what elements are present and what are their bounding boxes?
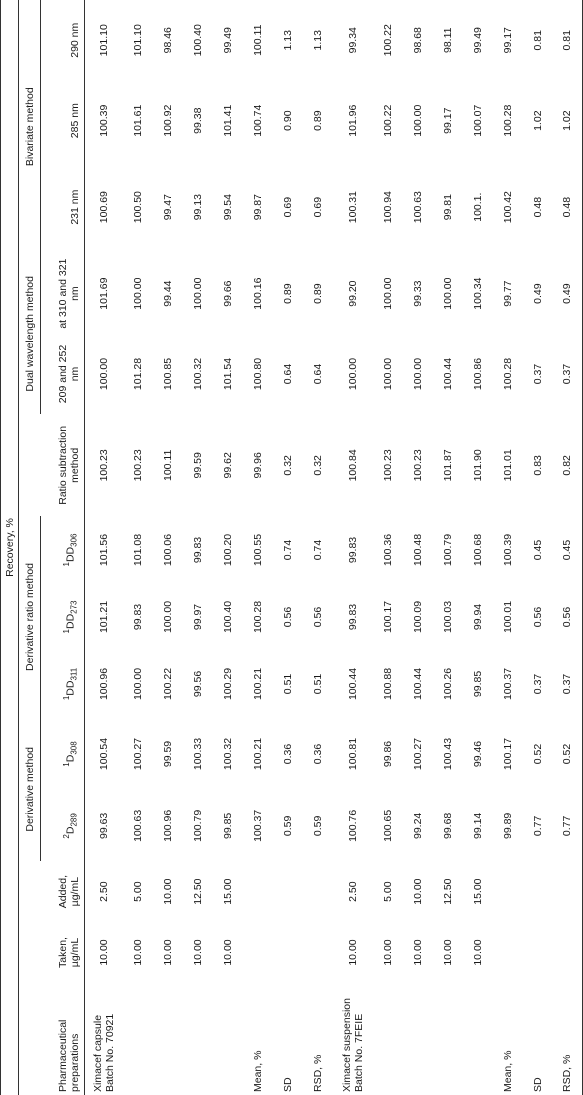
cell-recovery: 100.06	[161, 533, 174, 567]
cell-recovery: 99.96	[251, 452, 264, 479]
cell-recovery: 100.22	[381, 24, 394, 57]
cell-recovery: 100.32	[191, 357, 204, 391]
cell-recovery: 100.48	[411, 533, 424, 567]
cell-taken	[273, 922, 303, 983]
cell-recovery: 99.85	[471, 670, 484, 698]
cell-recovery: 101.21	[97, 600, 110, 634]
cell-recovery: 99.17	[501, 27, 514, 54]
cell-recovery: 100.03	[441, 600, 454, 634]
cell-taken: 10.00	[221, 939, 234, 966]
cell-recovery: 0.89	[311, 283, 324, 304]
cell-added	[243, 861, 273, 922]
table-row	[213, 0, 243, 1095]
cell-recovery: 0.36	[311, 743, 324, 765]
cell-recovery: 0.89	[311, 110, 324, 131]
cell-taken: 10.00	[381, 939, 394, 966]
cell-recovery: 100.28	[251, 600, 264, 634]
cell-recovery: 0.37	[531, 673, 544, 695]
table-row	[493, 0, 523, 1095]
cell-recovery: 99.83	[346, 536, 359, 564]
table-row	[433, 0, 463, 1095]
cell-recovery: 101.96	[346, 104, 359, 137]
group-bivariate-method: Bivariate method	[19, 0, 41, 253]
cell-recovery: 100.21	[251, 737, 264, 771]
cell-recovery: 100.43	[441, 737, 454, 771]
col-285nm: 285 nm	[41, 81, 85, 161]
cell-recovery: 100.94	[381, 191, 394, 224]
cell-recovery: 100.96	[161, 809, 174, 842]
cell-recovery: 99.33	[411, 280, 424, 307]
cell-recovery: 100.34	[471, 277, 484, 310]
cell-recovery: 98.11	[441, 27, 454, 53]
cell-added: 12.50	[441, 878, 454, 905]
cell-recovery: 0.32	[281, 455, 294, 476]
col-1dd-306: $^1DD_{306}$	[41, 517, 85, 584]
row-label: Mean, %	[501, 1050, 514, 1092]
col-290nm: 290 nm	[41, 0, 85, 81]
cell-recovery: 101.41	[221, 104, 234, 137]
cell-added	[273, 861, 303, 922]
cell-recovery: 0.81	[531, 30, 544, 51]
cell-recovery: 100.23	[381, 449, 394, 482]
cell-recovery: 0.81	[553, 0, 583, 81]
cell-recovery: 99.49	[221, 27, 234, 54]
cell-recovery: 1.02	[531, 110, 544, 131]
cell-recovery: 99.24	[411, 812, 424, 839]
cell-recovery: 0.69	[281, 196, 294, 218]
cell-recovery: 99.59	[161, 740, 174, 768]
cell-recovery: 100.88	[381, 667, 394, 701]
cell-recovery: 99.13	[191, 194, 204, 221]
row-label	[123, 983, 153, 1095]
cell-recovery: 0.64	[281, 363, 294, 385]
cell-taken: 10.00	[161, 939, 174, 966]
cell-recovery: 101.28	[131, 357, 144, 391]
table-row	[303, 0, 333, 1095]
cell-recovery: 0.74	[281, 539, 294, 561]
cell-recovery: 100.00	[131, 277, 144, 310]
cell-recovery: 100.44	[346, 667, 359, 701]
cell-recovery: 100.28	[501, 104, 514, 137]
cell-recovery: 100.69	[97, 191, 110, 224]
cell-recovery: 0.56	[311, 606, 324, 628]
cell-recovery: 0.77	[531, 815, 544, 837]
cell-recovery: 100.27	[131, 737, 144, 771]
cell-recovery: 100.28	[501, 357, 514, 391]
table-row	[333, 0, 373, 1095]
col-added: Added, µg/mL	[19, 861, 85, 922]
row-label: SD	[531, 1077, 544, 1092]
cell-added: 10.00	[161, 878, 174, 905]
cell-recovery: 100.00	[161, 600, 174, 634]
col-1d-308: $^1D_{308}$	[41, 717, 85, 790]
cell-recovery: 100.33	[191, 737, 204, 771]
cell-recovery: 100.54	[97, 737, 110, 771]
row-label	[153, 983, 183, 1095]
cell-recovery: 99.54	[221, 194, 234, 221]
cell-recovery: 100.39	[501, 533, 514, 567]
cell-recovery: 99.47	[161, 194, 174, 221]
cell-recovery: 100.31	[346, 191, 359, 224]
cell-recovery: 101.01	[501, 449, 514, 482]
cell-recovery: 0.36	[281, 743, 294, 765]
cell-recovery: 100.92	[161, 104, 174, 137]
cell-recovery: 99.63	[97, 812, 110, 839]
cell-recovery: 100.40	[191, 24, 204, 57]
cell-added: 2.50	[97, 881, 110, 902]
cell-recovery: 1.02	[553, 81, 583, 161]
cell-recovery: 99.44	[161, 280, 174, 307]
table-row	[183, 0, 213, 1095]
cell-recovery: 100.00	[381, 357, 394, 391]
cell-recovery: 99.38	[191, 107, 204, 134]
cell-taken: 10.00	[411, 939, 424, 966]
cell-recovery: 99.97	[191, 603, 204, 631]
cell-taken: 10.00	[131, 939, 144, 966]
cell-recovery: 100.01	[501, 600, 514, 634]
cell-recovery: 99.14	[471, 812, 484, 839]
col-2d-289: $^2D_{289}$	[41, 791, 85, 862]
cell-recovery: 0.89	[281, 283, 294, 304]
cell-recovery: 99.59	[191, 452, 204, 479]
cell-recovery: 99.49	[471, 27, 484, 54]
col-1dd-311: $^1DD_{311}$	[41, 650, 85, 717]
cell-recovery: 0.56	[553, 583, 583, 650]
cell-taken: 10.00	[441, 939, 454, 966]
cell-recovery: 100.00	[191, 277, 204, 310]
row-label	[183, 983, 213, 1095]
cell-taken	[243, 922, 273, 983]
cell-recovery: 100.63	[131, 809, 144, 842]
cell-taken: 10.00	[97, 939, 110, 966]
table-row	[243, 0, 273, 1095]
cell-recovery: 100.09	[411, 600, 424, 634]
cell-recovery: 0.37	[531, 363, 544, 385]
cell-recovery: 100.22	[381, 104, 394, 137]
cell-taken	[493, 922, 523, 983]
cell-added	[303, 861, 333, 922]
cell-taken: 10.00	[346, 939, 359, 966]
cell-added: 12.50	[191, 878, 204, 905]
col-pharmaceutical-preparations: Pharmaceutical preparations	[19, 983, 85, 1095]
table-row	[123, 0, 153, 1095]
group-dual-wavelength-method: Dual wavelength method	[19, 253, 41, 414]
row-label: SD	[281, 1077, 294, 1092]
cell-recovery: 1.13	[281, 30, 294, 51]
cell-added: 5.00	[381, 881, 394, 902]
cell-recovery: 0.82	[553, 414, 583, 516]
col-209-252: 209 and 252 nm	[41, 334, 85, 414]
table-row	[553, 0, 583, 1095]
cell-recovery: 100.17	[501, 737, 514, 771]
cell-recovery: 99.46	[471, 740, 484, 768]
cell-recovery: 100.29	[221, 667, 234, 701]
cell-recovery: 100.16	[251, 277, 264, 310]
cell-added	[553, 861, 583, 922]
col-310-321: at 310 and 321 nm	[41, 253, 85, 333]
cell-recovery: 0.56	[281, 606, 294, 628]
cell-recovery: 100.65	[381, 809, 394, 842]
cell-recovery: 100.39	[97, 104, 110, 137]
cell-recovery: 100.23	[411, 449, 424, 482]
cell-recovery: 99.66	[221, 280, 234, 307]
cell-recovery: 100.96	[97, 667, 110, 701]
cell-recovery: 0.49	[531, 283, 544, 304]
cell-taken: 10.00	[191, 939, 204, 966]
cell-recovery: 99.20	[346, 280, 359, 307]
cell-recovery: 100.17	[381, 600, 394, 634]
group-derivative-method: Derivative method	[19, 717, 41, 861]
cell-recovery: 0.32	[311, 455, 324, 476]
cell-recovery: 99.34	[346, 27, 359, 54]
row-label	[403, 983, 433, 1095]
cell-recovery: 100.37	[501, 667, 514, 701]
cell-recovery: 99.85	[221, 812, 234, 839]
cell-taken: 10.00	[471, 939, 484, 966]
col-231nm: 231 nm	[41, 161, 85, 254]
cell-recovery: 100.79	[191, 809, 204, 842]
cell-recovery: 100.85	[161, 357, 174, 391]
cell-recovery: 100.00	[411, 357, 424, 391]
cell-recovery: 0.51	[281, 673, 294, 695]
cell-recovery: 100.80	[251, 357, 264, 391]
cell-recovery: 0.56	[531, 606, 544, 628]
table-row	[273, 0, 303, 1095]
cell-recovery: 100.23	[97, 449, 110, 482]
cell-recovery: 0.45	[531, 539, 544, 561]
cell-recovery: 99.77	[501, 280, 514, 307]
table-row	[373, 0, 403, 1095]
table-row	[463, 0, 493, 1095]
row-label	[213, 983, 243, 1095]
cell-recovery: 100.55	[251, 533, 264, 567]
cell-recovery: 100.00	[381, 277, 394, 310]
cell-added: 10.00	[411, 878, 424, 905]
cell-recovery: 99.87	[251, 194, 264, 221]
col-taken: Taken, µg/mL	[19, 922, 85, 983]
cell-recovery: 99.89	[501, 812, 514, 839]
cell-recovery: 0.83	[531, 455, 544, 476]
cell-recovery: 100.23	[131, 449, 144, 482]
cell-recovery: 0.49	[553, 253, 583, 333]
cell-recovery: 100.27	[411, 737, 424, 771]
row-label: RSD, %	[311, 1054, 324, 1092]
col-1dd-273: $^1DD_{273}$	[41, 583, 85, 650]
cell-recovery: 99.83	[191, 536, 204, 564]
cell-recovery: 0.90	[281, 110, 294, 131]
cell-recovery: 0.37	[553, 334, 583, 414]
cell-recovery: 100.22	[161, 667, 174, 701]
table-row	[153, 0, 183, 1095]
cell-recovery: 101.10	[97, 24, 110, 57]
cell-recovery: 99.86	[381, 740, 394, 768]
cell-recovery: 1.13	[311, 30, 324, 51]
cell-recovery: 101.54	[221, 357, 234, 391]
cell-recovery: 100.21	[251, 667, 264, 701]
cell-recovery: 99.81	[441, 194, 454, 221]
cell-recovery: 99.83	[131, 603, 144, 631]
cell-recovery: 98.46	[161, 27, 174, 54]
cell-recovery: 100.00	[346, 357, 359, 391]
cell-recovery: 100.42	[501, 191, 514, 224]
cell-recovery: 100.84	[346, 449, 359, 482]
cell-recovery: 100.11	[161, 449, 174, 482]
table-body	[85, 0, 583, 1095]
cell-recovery: 0.59	[281, 815, 294, 837]
cell-recovery: 100.44	[441, 357, 454, 391]
cell-recovery: 100.36	[381, 533, 394, 567]
cell-recovery: 99.17	[441, 107, 454, 134]
cell-added	[523, 861, 553, 922]
cell-recovery: 100.07	[471, 104, 484, 137]
cell-recovery: 101.61	[131, 104, 144, 137]
col-ratio-subtraction-method: Ratio subtraction method	[19, 414, 85, 516]
cell-recovery: 100.79	[441, 533, 454, 567]
cell-recovery: 99.56	[191, 670, 204, 698]
table-row	[523, 0, 553, 1095]
cell-recovery: 100.00	[411, 104, 424, 137]
cell-recovery: 100.00	[131, 667, 144, 701]
cell-recovery: 100.00	[441, 277, 454, 310]
cell-recovery: 100.1.	[471, 192, 484, 222]
cell-recovery: 0.48	[553, 161, 583, 254]
group-derivative-ratio-method: Derivative ratio method	[19, 517, 41, 718]
header-recovery: Recovery, %	[1, 0, 19, 1095]
cell-added: 15.00	[471, 878, 484, 905]
cell-recovery: 100.74	[251, 104, 264, 137]
cell-added: 5.00	[131, 881, 144, 902]
cell-recovery: 100.81	[346, 737, 359, 771]
cell-recovery: 101.10	[131, 24, 144, 57]
cell-recovery: 99.68	[441, 812, 454, 839]
cell-recovery: 100.37	[251, 809, 264, 842]
cell-recovery: 101.69	[97, 277, 110, 310]
cell-recovery: 0.74	[311, 539, 324, 561]
row-label	[463, 983, 493, 1095]
cell-recovery: 100.63	[411, 191, 424, 224]
row-label: Ximacef capsule Batch No. 70921	[91, 1013, 116, 1092]
cell-recovery: 101.08	[131, 533, 144, 567]
cell-taken	[303, 922, 333, 983]
cell-recovery: 100.86	[471, 357, 484, 391]
cell-added: 15.00	[221, 878, 234, 905]
cell-recovery: 0.51	[311, 673, 324, 695]
table-row	[85, 0, 123, 1095]
cell-recovery: 101.56	[97, 533, 110, 567]
cell-recovery: 100.68	[471, 533, 484, 567]
cell-recovery: 100.11	[251, 24, 264, 56]
cell-recovery: 100.44	[411, 667, 424, 701]
cell-recovery: 0.64	[311, 363, 324, 385]
cell-taken	[553, 922, 583, 983]
cell-added: 2.50	[346, 881, 359, 902]
cell-recovery: 0.52	[531, 743, 544, 765]
cell-recovery: 98.68	[411, 27, 424, 54]
cell-recovery: 0.77	[553, 791, 583, 862]
cell-recovery: 99.94	[471, 603, 484, 631]
cell-recovery: 100.76	[346, 809, 359, 842]
row-label	[373, 983, 403, 1095]
table-row	[403, 0, 433, 1095]
cell-recovery: 100.26	[441, 667, 454, 701]
row-label: Ximacef suspension Batch No. 7FEIE	[340, 998, 365, 1092]
cell-added	[493, 861, 523, 922]
cell-recovery: 0.52	[553, 717, 583, 790]
cell-recovery: 100.20	[221, 533, 234, 567]
cell-recovery: 99.62	[221, 452, 234, 479]
cell-recovery: 0.37	[553, 650, 583, 717]
cell-recovery: 100.00	[97, 357, 110, 391]
row-label: Mean, %	[251, 1050, 264, 1092]
cell-recovery: 0.45	[553, 517, 583, 584]
cell-recovery: 99.83	[346, 603, 359, 631]
cell-recovery: 0.59	[311, 815, 324, 837]
cell-recovery: 100.32	[221, 737, 234, 771]
cell-recovery: 0.48	[531, 196, 544, 218]
cell-recovery: 100.40	[221, 600, 234, 634]
cell-recovery: 101.87	[441, 449, 454, 482]
cell-taken	[523, 922, 553, 983]
row-label: RSD, %	[553, 983, 583, 1095]
row-label	[433, 983, 463, 1095]
cell-recovery: 100.50	[131, 191, 144, 224]
cell-recovery: 0.69	[311, 196, 324, 218]
cell-recovery: 101.90	[471, 449, 484, 482]
